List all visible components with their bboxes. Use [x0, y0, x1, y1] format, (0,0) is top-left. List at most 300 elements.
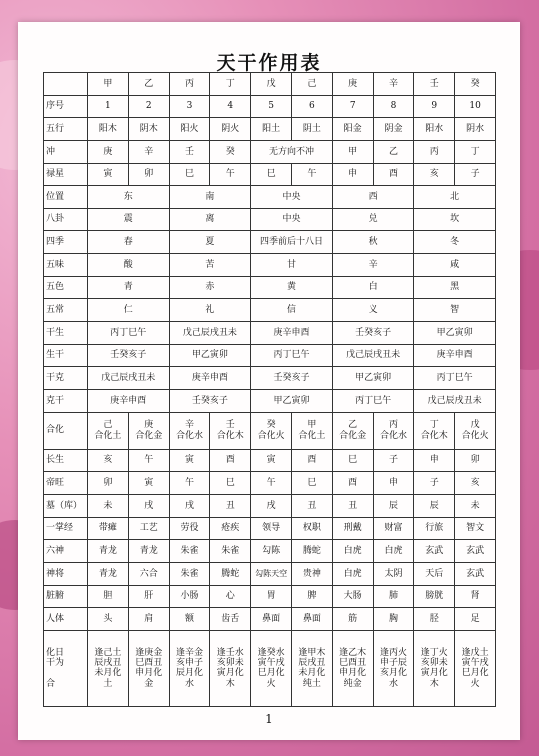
row-label: 克干 [44, 389, 88, 412]
cell: 寅 [251, 449, 292, 472]
cell: 坎 [414, 208, 496, 231]
row-huahe [44, 630, 496, 706]
cell: 辰 [414, 494, 455, 517]
huahe-line: 纯金 [343, 678, 362, 689]
huahe-cell [251, 630, 292, 706]
row-label: 长生 [44, 449, 88, 472]
huahe-line: 寅午戌 [257, 658, 285, 669]
row-label: 八卦 [44, 208, 88, 231]
row-wuchang [44, 299, 496, 322]
huahe-cell [210, 630, 251, 706]
cell: 寅 [169, 449, 210, 472]
row-label [44, 630, 88, 706]
cell: 玄武 [455, 562, 496, 585]
cell: 巳 [332, 449, 373, 472]
header-row [44, 73, 496, 96]
cell: 甲乙寅卯 [414, 322, 496, 345]
hehua-result: 合化木 [420, 430, 448, 441]
hehua-cell [332, 412, 373, 449]
cell: 戊己辰戌丑未 [332, 344, 414, 367]
cell: 庚辛申酉 [88, 389, 170, 412]
cell: 阴火 [210, 118, 251, 141]
huahe-line: 逢庚金 [135, 647, 163, 658]
row-label: 人体 [44, 608, 88, 631]
cell: 白虎 [373, 540, 414, 563]
cell: 肺 [373, 585, 414, 608]
cell: 信 [251, 299, 333, 322]
cell: 阳土 [251, 118, 292, 141]
cell: 东 [88, 186, 170, 209]
cell: 行旅 [414, 517, 455, 540]
row-qiansheng [44, 322, 496, 345]
cell: 春 [88, 231, 170, 254]
cell: 刑戴 [332, 517, 373, 540]
huahe-cell [88, 630, 129, 706]
huahe-line: 申子辰 [379, 658, 407, 669]
huahe-line: 寅午戌 [461, 658, 489, 669]
cell: 辛 [128, 140, 169, 163]
huahe-line: 逢乙木 [339, 647, 367, 658]
col-header: 乙 [128, 73, 169, 96]
cell: 足 [455, 608, 496, 631]
huahe-line: 亥卯未 [216, 658, 244, 669]
cell: 中央 [251, 186, 333, 209]
cell: 震 [88, 208, 170, 231]
cell: 肩 [128, 608, 169, 631]
cell: 财富 [373, 517, 414, 540]
row-label: 五行 [44, 118, 88, 141]
cell: 智文 [455, 517, 496, 540]
cell: 四季前后十八日 [251, 231, 333, 254]
tiangan-table [43, 72, 496, 707]
huahe-cell [373, 630, 414, 706]
col-header: 己 [291, 73, 332, 96]
cell: 夏 [169, 231, 251, 254]
cell: 巳 [169, 163, 210, 186]
cell: 丙丁巳午 [414, 367, 496, 390]
cell: 白虎 [332, 562, 373, 585]
cell: 酉 [210, 449, 251, 472]
cell: 丁 [455, 140, 496, 163]
cell: 辰 [373, 494, 414, 517]
cell: 脾 [291, 585, 332, 608]
cell: 巳 [291, 472, 332, 495]
cell: 癸 [210, 140, 251, 163]
document-page [18, 22, 520, 740]
huahe-line: 未月化 [94, 668, 122, 679]
cell: 酉 [291, 449, 332, 472]
cell: 黄 [251, 276, 333, 299]
cell: 1 [88, 95, 129, 118]
cell: 阳火 [169, 118, 210, 141]
cell: 南 [169, 186, 251, 209]
page-number: 1 [265, 712, 273, 726]
col-header: 丙 [169, 73, 210, 96]
cell: 庚辛申酉 [251, 322, 333, 345]
corner-cell [44, 73, 88, 96]
cell: 壬癸亥子 [251, 367, 333, 390]
huahe-line: 纯土 [302, 678, 321, 689]
hehua-cell [128, 412, 169, 449]
cell: 9 [414, 95, 455, 118]
cell: 甲乙寅卯 [332, 367, 414, 390]
cell: 午 [251, 472, 292, 495]
row-weizhi [44, 186, 496, 209]
cell: 带瘫 [88, 517, 129, 540]
row-label: 六神 [44, 540, 88, 563]
cell: 午 [291, 163, 332, 186]
row-wuxing [44, 118, 496, 141]
huahe-cell [291, 630, 332, 706]
huahe-line: 亥卯未 [420, 658, 448, 669]
row-label: 合化 [44, 412, 88, 449]
hehua-result: 合化土 [94, 430, 122, 441]
huahe-line: 逢癸水 [257, 647, 285, 658]
cell: 甲乙寅卯 [251, 389, 333, 412]
row-wuse [44, 276, 496, 299]
cell: 丙丁巳午 [332, 389, 414, 412]
row-zangfu [44, 585, 496, 608]
cell: 咸 [414, 254, 496, 277]
row-wuwei [44, 254, 496, 277]
hehua-partner: 戊 [470, 420, 480, 431]
huahe-line: 亥月化 [379, 668, 407, 679]
cell: 巳 [251, 163, 292, 186]
row-bagua [44, 208, 496, 231]
cell: 戊己辰戌丑未 [414, 389, 496, 412]
row-hehua [44, 412, 496, 449]
cell: 阴土 [291, 118, 332, 141]
row-label: 帝旺 [44, 472, 88, 495]
cell: 午 [210, 163, 251, 186]
cell: 白虎 [332, 540, 373, 563]
cell: 丙丁巳午 [88, 322, 170, 345]
cell: 权职 [291, 517, 332, 540]
huahe-cell [332, 630, 373, 706]
cell: 青龙 [88, 540, 129, 563]
cell: 黑 [414, 276, 496, 299]
row-chong [44, 140, 496, 163]
cell: 西 [332, 186, 414, 209]
cell: 丙 [414, 140, 455, 163]
row-label: 禄星 [44, 163, 88, 186]
huahe-line: 巳酉丑 [135, 658, 163, 669]
cell: 胸 [373, 608, 414, 631]
row-changsheng [44, 449, 496, 472]
hehua-partner: 己 [103, 420, 113, 431]
cell: 午 [169, 472, 210, 495]
cell: 甘 [251, 254, 333, 277]
cell: 卯 [455, 449, 496, 472]
cell: 戌 [169, 494, 210, 517]
cell: 白 [332, 276, 414, 299]
cell: 额 [169, 608, 210, 631]
hehua-result: 合化土 [298, 430, 326, 441]
hehua-cell [373, 412, 414, 449]
huahe-cell [414, 630, 455, 706]
hehua-partner: 辛 [184, 420, 194, 431]
col-header: 甲 [88, 73, 129, 96]
hehua-partner: 乙 [348, 420, 358, 431]
row-label: 序号 [44, 95, 88, 118]
huahe-line: 申月化 [135, 668, 163, 679]
col-header: 癸 [455, 73, 496, 96]
cell: 工艺 [128, 517, 169, 540]
huahe-line: 火 [266, 678, 276, 689]
cell: 阴木 [128, 118, 169, 141]
row-label-line: 干为 [46, 658, 65, 669]
huahe-line: 逢丙火 [379, 647, 407, 658]
cell: 齿舌 [210, 608, 251, 631]
cell: 大肠 [332, 585, 373, 608]
hehua-cell [414, 412, 455, 449]
cell: 赤 [169, 276, 251, 299]
cell: 丑 [210, 494, 251, 517]
hehua-result: 合化金 [135, 430, 163, 441]
huahe-line: 逢甲木 [298, 647, 326, 658]
hehua-partner: 癸 [266, 420, 276, 431]
hehua-result: 合化水 [379, 430, 407, 441]
row-label: 神将 [44, 562, 88, 585]
cell: 兑 [332, 208, 414, 231]
huahe-cell [455, 630, 496, 706]
hehua-cell [169, 412, 210, 449]
cell: 戊己辰戌丑未 [169, 322, 251, 345]
col-header: 丁 [210, 73, 251, 96]
huahe-line: 辰戌丑 [298, 658, 326, 669]
cell: 阴金 [373, 118, 414, 141]
cell: 甲 [332, 140, 373, 163]
cell: 头 [88, 608, 129, 631]
row-label-line [46, 669, 87, 679]
cell: 疮疾 [210, 517, 251, 540]
cell: 未 [455, 494, 496, 517]
cell: 天后 [414, 562, 455, 585]
row-label: 脏腑 [44, 585, 88, 608]
cell: 寅 [88, 163, 129, 186]
cell: 丑 [332, 494, 373, 517]
hehua-cell [210, 412, 251, 449]
cell: 午 [128, 449, 169, 472]
huahe-line: 土 [103, 678, 113, 689]
hehua-cell [291, 412, 332, 449]
huahe-line: 寅月化 [216, 668, 244, 679]
cell: 5 [251, 95, 292, 118]
huahe-cell [169, 630, 210, 706]
cell: 心 [210, 585, 251, 608]
cell: 寅 [128, 472, 169, 495]
cell: 领导 [251, 517, 292, 540]
cell: 丙丁巳午 [251, 344, 333, 367]
cell: 仁 [88, 299, 170, 322]
huahe-line: 寅月化 [420, 668, 448, 679]
row-label: 四季 [44, 231, 88, 254]
row-label-line: 合 [46, 678, 56, 689]
huahe-cell [128, 630, 169, 706]
cell: 胫 [414, 608, 455, 631]
cell: 离 [169, 208, 251, 231]
row-label: 五色 [44, 276, 88, 299]
row-label: 五味 [44, 254, 88, 277]
huahe-line: 巳月化 [257, 668, 285, 679]
row-diwang [44, 472, 496, 495]
cell: 筋 [332, 608, 373, 631]
cell: 小肠 [169, 585, 210, 608]
huahe-line: 辰月化 [175, 668, 203, 679]
cell: 胃 [251, 585, 292, 608]
cell: 乙 [373, 140, 414, 163]
cell: 6 [291, 95, 332, 118]
row-label: 五常 [44, 299, 88, 322]
cell: 酉 [332, 472, 373, 495]
cell: 辛 [332, 254, 414, 277]
row-siji [44, 231, 496, 254]
cell: 壬癸亥子 [169, 389, 251, 412]
hehua-partner: 丙 [388, 420, 398, 431]
row-renti [44, 608, 496, 631]
cell: 秋 [332, 231, 414, 254]
cell: 青龙 [88, 562, 129, 585]
cell: 青 [88, 276, 170, 299]
huahe-line: 逢壬水 [216, 647, 244, 658]
cell: 肝 [128, 585, 169, 608]
huahe-line: 木 [225, 678, 235, 689]
col-header: 戊 [251, 73, 292, 96]
hehua-result: 合化水 [175, 430, 203, 441]
cell: 朱雀 [169, 540, 210, 563]
cell: 丑 [291, 494, 332, 517]
row-liushen [44, 540, 496, 563]
cell: 卯 [88, 472, 129, 495]
cell: 3 [169, 95, 210, 118]
huahe-line: 亥申子 [175, 658, 203, 669]
cell: 朱雀 [169, 562, 210, 585]
cell: 腾蛇 [291, 540, 332, 563]
row-label: 墓（库） [44, 494, 88, 517]
cell: 庚 [88, 140, 129, 163]
cell: 亥 [455, 472, 496, 495]
cell: 巳 [210, 472, 251, 495]
cell: 青龙 [128, 540, 169, 563]
cell: 戌 [128, 494, 169, 517]
row-label: 生干 [44, 344, 88, 367]
row-label: 干生 [44, 322, 88, 345]
hehua-result: 合化金 [339, 430, 367, 441]
hehua-result: 合化火 [257, 430, 285, 441]
cell: 鼻面 [291, 608, 332, 631]
cell: 子 [373, 449, 414, 472]
cell: 智 [414, 299, 496, 322]
cell: 酸 [88, 254, 170, 277]
cell: 劳役 [169, 517, 210, 540]
cell: 礼 [169, 299, 251, 322]
hehua-cell [251, 412, 292, 449]
cell: 申 [373, 472, 414, 495]
cell: 阴水 [455, 118, 496, 141]
row-label: 一掌经 [44, 517, 88, 540]
cell: 8 [373, 95, 414, 118]
row-label: 干克 [44, 367, 88, 390]
cell: 北 [414, 186, 496, 209]
cell: 肾 [455, 585, 496, 608]
row-shenjiang [44, 562, 496, 585]
cell: 10 [455, 95, 496, 118]
cell: 未 [88, 494, 129, 517]
hehua-cell [88, 412, 129, 449]
col-header: 辛 [373, 73, 414, 96]
col-header: 壬 [414, 73, 455, 96]
huahe-line: 辰戌丑 [94, 658, 122, 669]
huahe-line: 申月化 [339, 668, 367, 679]
cell: 阳木 [88, 118, 129, 141]
huahe-line: 逢己土 [94, 647, 122, 658]
cell: 庚辛申酉 [414, 344, 496, 367]
cell: 戊己辰戌丑未 [88, 367, 170, 390]
huahe-line: 巳月化 [461, 668, 489, 679]
row-lu [44, 163, 496, 186]
cell: 阳金 [332, 118, 373, 141]
row-ke-gan [44, 389, 496, 412]
cell: 无方向不冲 [251, 140, 333, 163]
cell: 壬癸亥子 [332, 322, 414, 345]
huahe-line: 火 [470, 678, 480, 689]
cell: 申 [414, 449, 455, 472]
cell: 贵神 [291, 562, 332, 585]
huahe-line: 水 [388, 678, 398, 689]
huahe-line: 逢丁火 [420, 647, 448, 658]
cell: 玄武 [414, 540, 455, 563]
huahe-line: 巳酉丑 [339, 658, 367, 669]
hehua-partner: 甲 [307, 420, 317, 431]
row-seq [44, 95, 496, 118]
row-label: 位置 [44, 186, 88, 209]
cell: 亥 [414, 163, 455, 186]
cell: 玄武 [455, 540, 496, 563]
cell: 酉 [373, 163, 414, 186]
cell: 壬癸亥子 [88, 344, 170, 367]
huahe-line: 木 [429, 678, 439, 689]
cell: 卯 [128, 163, 169, 186]
cell: 戌 [251, 494, 292, 517]
cell: 甲乙寅卯 [169, 344, 251, 367]
cell: 腾蛇 [210, 562, 251, 585]
cell: 壬 [169, 140, 210, 163]
cell: 7 [332, 95, 373, 118]
huahe-line: 逢戊土 [461, 647, 489, 658]
cell: 申 [332, 163, 373, 186]
cell: 胆 [88, 585, 129, 608]
hehua-result: 合化火 [461, 430, 489, 441]
cell: 中央 [251, 208, 333, 231]
huahe-line: 金 [144, 678, 154, 689]
cell: 子 [414, 472, 455, 495]
cell: 阳水 [414, 118, 455, 141]
huahe-line: 逢辛金 [175, 647, 203, 658]
hehua-partner: 庚 [144, 420, 154, 431]
cell: 庚辛申酉 [169, 367, 251, 390]
row-shenggan [44, 344, 496, 367]
row-gan-ke [44, 367, 496, 390]
row-mu [44, 494, 496, 517]
huahe-line: 水 [184, 678, 194, 689]
cell: 苦 [169, 254, 251, 277]
row-label-line: 化日 [46, 647, 65, 658]
cell: 鼻面 [251, 608, 292, 631]
page-title: 天干作用表 [216, 52, 322, 74]
row-yizhangjing [44, 517, 496, 540]
hehua-partner: 壬 [225, 420, 235, 431]
cell: 义 [332, 299, 414, 322]
